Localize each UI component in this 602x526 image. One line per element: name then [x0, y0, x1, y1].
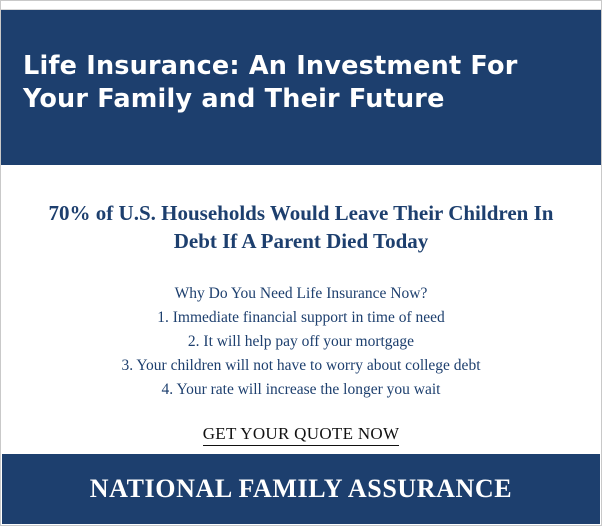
top-strip: [1, 1, 601, 10]
list-item: 4. Your rate will increase the longer you wait: [161, 380, 441, 398]
hero-banner: [1, 10, 601, 165]
main-content: [1, 165, 601, 456]
cta-wrapper: [21, 424, 581, 446]
brand-name: NATIONAL FAMILY ASSURANCE: [89, 474, 513, 503]
get-quote-link[interactable]: GET YOUR QUOTE NOW: [203, 424, 400, 446]
reasons-question: Why Do You Need Life Insurance Now?: [174, 284, 428, 302]
list-item: 1. Immediate financial support in time of need: [157, 308, 445, 326]
footer-bar: [2, 454, 600, 524]
reasons-block: [21, 282, 581, 402]
headline-statistic: 70% of U.S. Households Would Leave Their Children In Debt If A Parent Died Today: [48, 201, 554, 254]
list-item: 3. Your children will not have to worry about college debt: [121, 356, 481, 374]
page-title: Life Insurance: An Investment For Your Family and Their Future: [23, 51, 518, 114]
list-item: 2. It will help pay off your mortgage: [187, 332, 415, 350]
